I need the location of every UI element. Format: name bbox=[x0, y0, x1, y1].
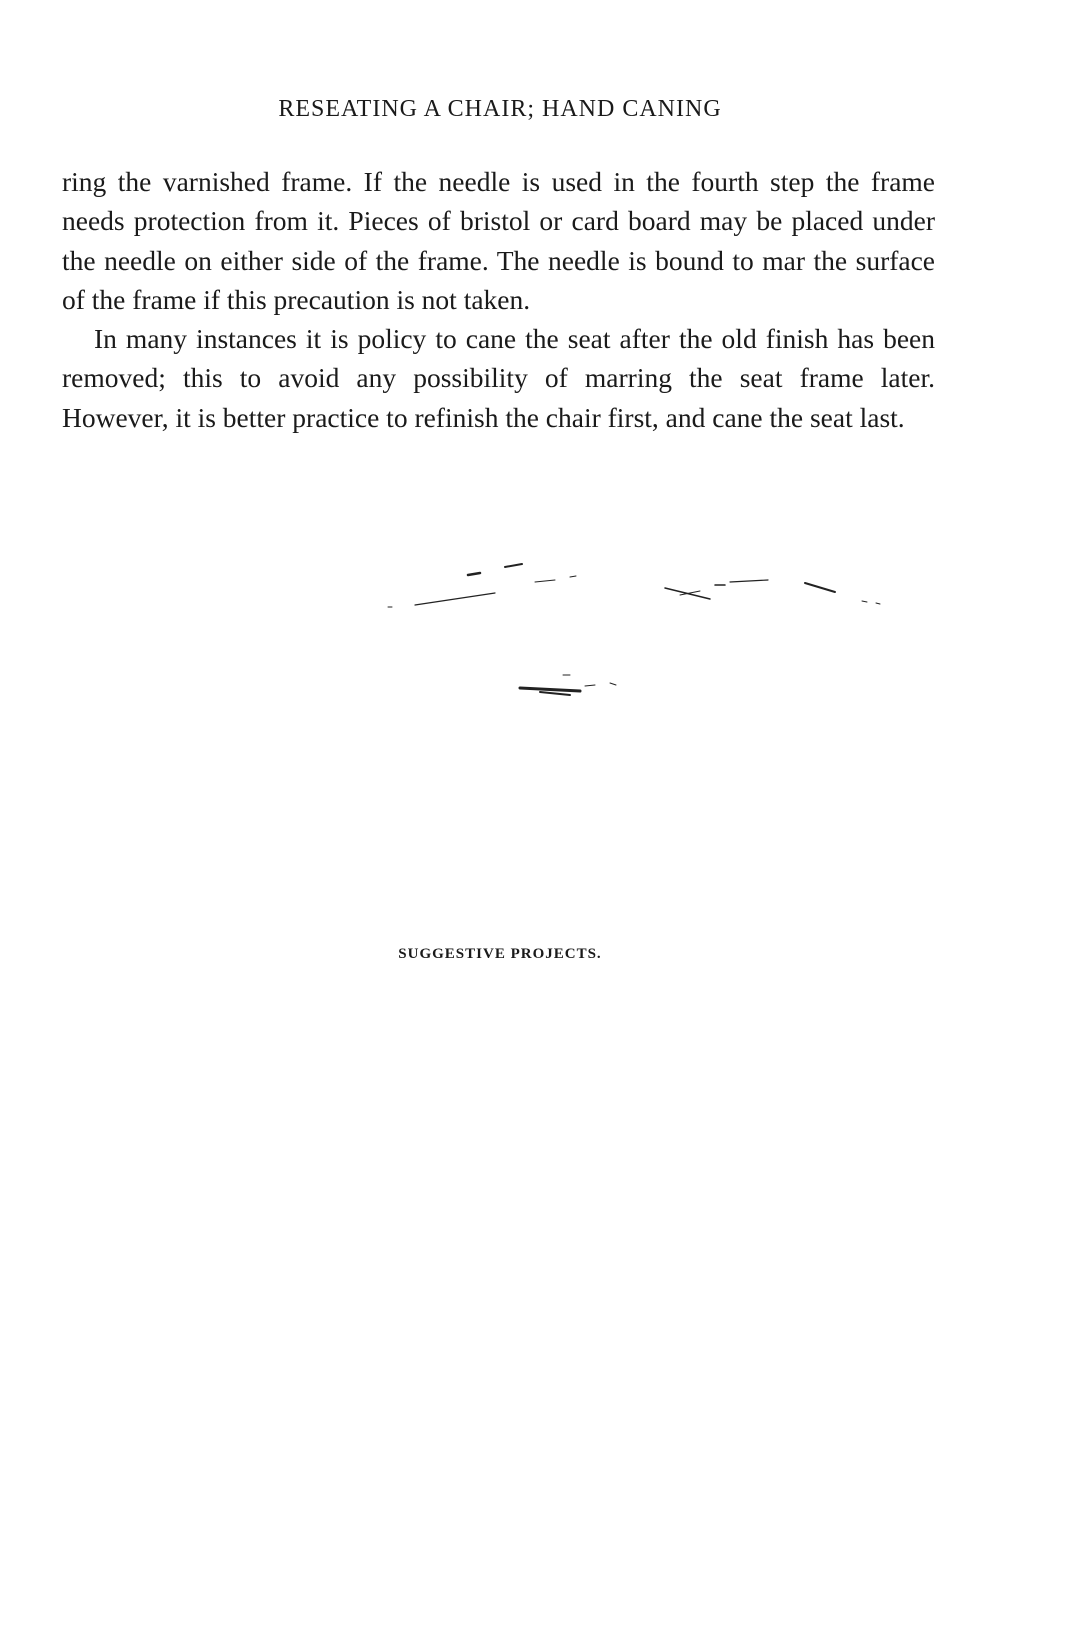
body-text bbox=[62, 162, 935, 437]
running-head: RESEATING A CHAIR; HAND CANING bbox=[278, 96, 722, 122]
figure-caption: SUGGESTIVE PROJECTS. bbox=[398, 946, 602, 962]
paragraph-2: In many instances it is policy to cane the seat after the old finish has been removed; this to avoid any possibility of marring the seat frame later. However, it is better practice to refinish the chair first, and cane the seat last. bbox=[62, 323, 935, 433]
paragraph-1: ring the varnished frame. If the needle is used in the fourth step the frame needs protection from it. Pieces of bristol or card board may be placed under the needle on either side of the frame. The needle is bound to mar the surface of the frame if this precaution is not taken. bbox=[62, 166, 935, 315]
faded-illustration-icon bbox=[380, 555, 900, 715]
